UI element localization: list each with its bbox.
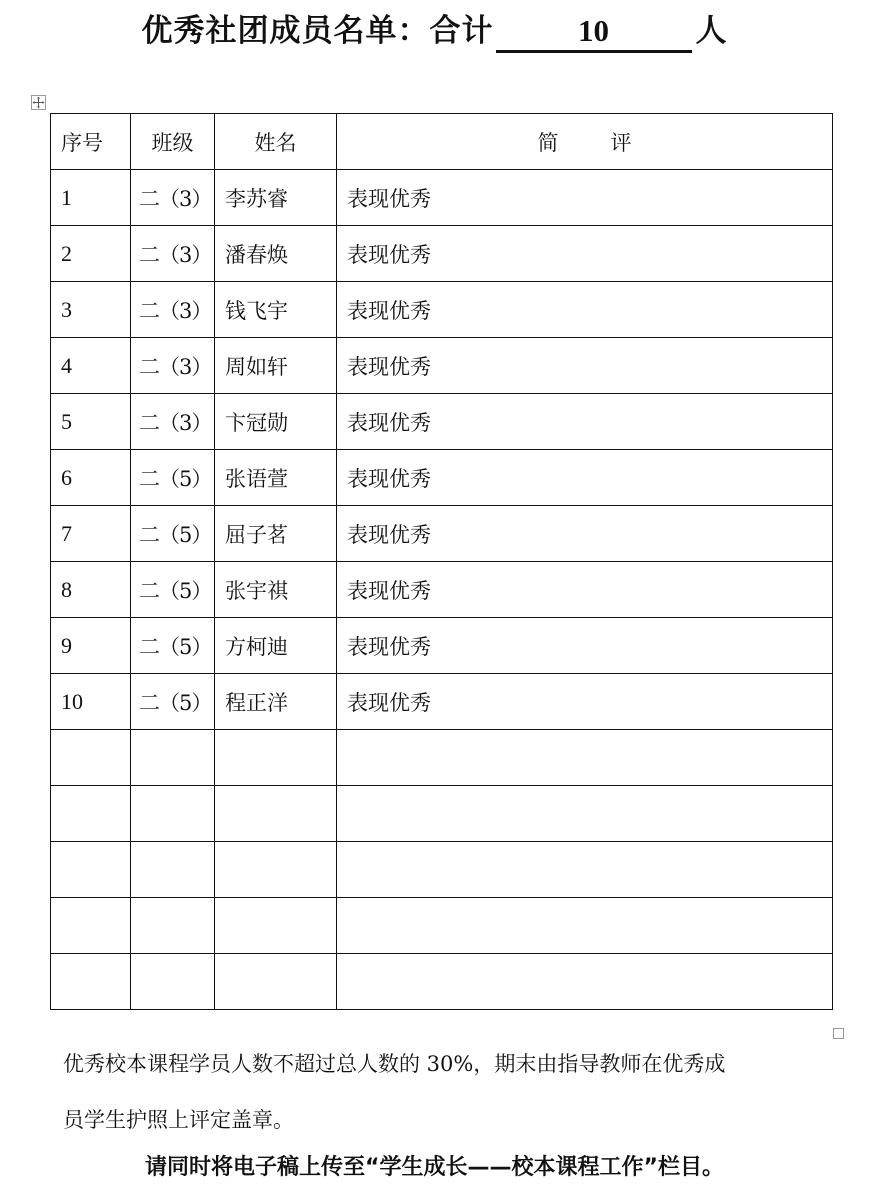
cell-name: 钱飞宇 [215, 282, 337, 338]
cell-name: 张宇祺 [215, 562, 337, 618]
footer-note [63, 1036, 833, 1148]
note-line-2: 员学生护照上评定盖章。 [63, 1108, 294, 1132]
title-suffix: 人 [695, 13, 728, 49]
cell-number: 2 [51, 226, 131, 282]
cell-class: 二（3） [131, 170, 215, 226]
cell-name: 卞冠勋 [215, 394, 337, 450]
cell-name: 方柯迪 [215, 618, 337, 674]
table-row [51, 170, 833, 226]
empty-cell [215, 954, 337, 1010]
table-body [51, 170, 833, 1010]
member-table [50, 113, 833, 1010]
cell-name: 潘春焕 [215, 226, 337, 282]
empty-cell [51, 954, 131, 1010]
empty-table-row [51, 842, 833, 898]
empty-cell [215, 730, 337, 786]
total-count: 10 [496, 12, 692, 53]
table-row [51, 282, 833, 338]
table-row [51, 226, 833, 282]
cell-number: 10 [51, 674, 131, 730]
empty-table-row [51, 786, 833, 842]
table-row [51, 562, 833, 618]
cell-comment: 表现优秀 [337, 338, 833, 394]
cell-class: 二（3） [131, 282, 215, 338]
table-row [51, 618, 833, 674]
empty-cell [131, 898, 215, 954]
cell-name: 李苏睿 [215, 170, 337, 226]
cell-name: 张语萱 [215, 450, 337, 506]
upload-instruction: 请同时将电子稿上传至“学生成长——校本课程工作”栏目。 [145, 1155, 724, 1180]
cell-comment: 表现优秀 [337, 506, 833, 562]
table-move-handle-icon[interactable] [31, 95, 46, 110]
cell-class: 二（5） [131, 506, 215, 562]
cell-class: 二（3） [131, 226, 215, 282]
header-comment: 简 评 [337, 114, 833, 170]
page-title [0, 6, 869, 56]
empty-cell [337, 898, 833, 954]
empty-cell [337, 730, 833, 786]
cell-number: 6 [51, 450, 131, 506]
empty-cell [215, 842, 337, 898]
empty-table-row [51, 898, 833, 954]
table-header-row [51, 114, 833, 170]
cell-number: 1 [51, 170, 131, 226]
cell-number: 5 [51, 394, 131, 450]
cell-comment: 表现优秀 [337, 450, 833, 506]
cell-comment: 表现优秀 [337, 170, 833, 226]
cell-comment: 表现优秀 [337, 394, 833, 450]
empty-cell [51, 730, 131, 786]
empty-cell [215, 786, 337, 842]
cell-class: 二（5） [131, 450, 215, 506]
header-class: 班级 [131, 114, 215, 170]
empty-cell [337, 786, 833, 842]
table-row [51, 674, 833, 730]
note-line-1: 优秀校本课程学员人数不超过总人数的 30%，期末由指导教师在优秀成 [63, 1052, 726, 1076]
cell-name: 周如轩 [215, 338, 337, 394]
cell-class: 二（5） [131, 674, 215, 730]
cell-comment: 表现优秀 [337, 562, 833, 618]
cell-number: 4 [51, 338, 131, 394]
cell-class: 二（3） [131, 394, 215, 450]
table-resize-handle[interactable] [833, 1028, 844, 1039]
header-name: 姓名 [215, 114, 337, 170]
header-number: 序号 [51, 114, 131, 170]
empty-cell [215, 898, 337, 954]
cell-name: 程正洋 [215, 674, 337, 730]
cell-class: 二（5） [131, 562, 215, 618]
empty-cell [131, 954, 215, 1010]
empty-table-row [51, 730, 833, 786]
cell-number: 8 [51, 562, 131, 618]
cell-class: 二（3） [131, 338, 215, 394]
cell-comment: 表现优秀 [337, 674, 833, 730]
empty-table-row [51, 954, 833, 1010]
empty-cell [131, 842, 215, 898]
empty-cell [337, 954, 833, 1010]
cell-comment: 表现优秀 [337, 226, 833, 282]
cell-comment: 表现优秀 [337, 282, 833, 338]
empty-cell [131, 786, 215, 842]
empty-cell [131, 730, 215, 786]
empty-cell [51, 898, 131, 954]
empty-cell [51, 842, 131, 898]
cell-comment: 表现优秀 [337, 618, 833, 674]
cell-number: 7 [51, 506, 131, 562]
cell-name: 屈子茗 [215, 506, 337, 562]
table-row [51, 450, 833, 506]
cell-number: 9 [51, 618, 131, 674]
empty-cell [51, 786, 131, 842]
title-prefix: 优秀社团成员名单：合计 [141, 13, 494, 49]
table-row [51, 394, 833, 450]
empty-cell [337, 842, 833, 898]
cell-class: 二（5） [131, 618, 215, 674]
table-row [51, 506, 833, 562]
table-row [51, 338, 833, 394]
cell-number: 3 [51, 282, 131, 338]
